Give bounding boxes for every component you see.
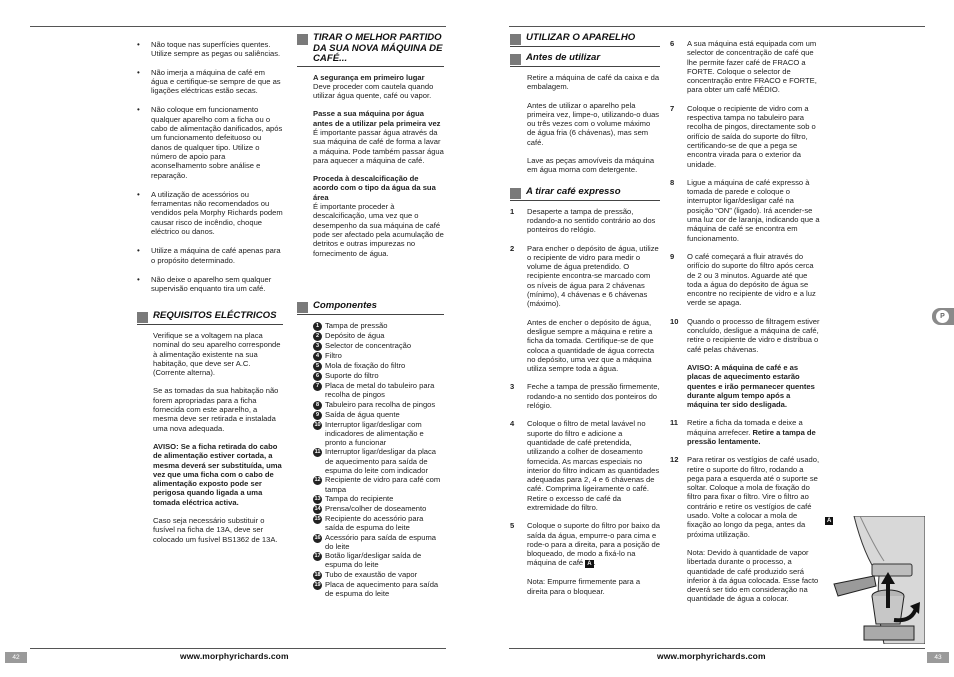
component-label: Mola de fixação do filtro [325,361,406,370]
component-label: Recipiente do acessório para saída de espuma do leite [325,513,424,533]
component-number: 17 [314,553,321,560]
component-number: 13 [314,495,321,502]
component-item [313,420,444,448]
step-item: 1 Desaperte a tampa de pressão, rodando-a no sentido contrário ao dos ponteiros do relógio. [510,206,656,235]
page-number-left: 42 [5,652,27,663]
bullet-item: • Não imerja a máquina de café em água e certifique-se sempre de que as ligações eléctricas estão secas. [137,67,281,96]
step-number: 10 [670,316,679,326]
bottom-rule-left [30,648,446,649]
left-column-1 [137,40,283,303]
component-label: Recipiente de vidro para café com tampa [325,475,441,494]
subheading: Passe a sua máquina por água antes de a utilizar pela primeira vez [313,109,441,128]
step-item: 3 Feche a tampa de pressão firmemente, rodando-a no sentido dos ponteiros do relógio. [510,382,660,411]
component-label: Botão ligar/desligar saída de espuma do leite [325,551,422,570]
component-number: 1 [313,322,322,331]
section-heading: REQUISITOS ELÉCTRICOS [137,311,283,325]
component-number: 2 [313,332,322,341]
heading-square-icon [510,34,521,45]
left-column-2: TIRAR O MELHOR PARTIDO DA SUA NOVA MÁQUINA DE CAFÉ... A segurança em primeiro lugar Deve proceder com cautela quando utilizar água quente, café ou vapor. Passe a sua máquina por água antes de a utilizar pela primeira vez É importante passar água através da sua máquina de café de forma a lavar a máquina. Pode também passar água para aquecer a máquina de café. Proceda à descalcificação de acordo com o tipo da água da sua área É importante proceder à descalcificação, uma vez que o desempenho da sua máquina de café pode ser afectado pela acumulação de detritos e outras impurezas no fornecimento de água. [297,33,444,267]
component-item [313,533,444,552]
component-number: 19 [314,581,321,588]
component-item [313,381,444,400]
component-item [313,321,444,331]
section-heading: Antes de utilizar [510,53,660,67]
step-item: 2 Para encher o depósito de água, utilize o recipiente de vidro para medir o volume de água pretendido. O recipiente encontra-se marcado com os níveis de água para 2 chávenas (mínimo), 4 chávenas e 6 chávenas (máximo). Antes de encher o depósito de água, desligue sempre a máquina e retire a ficha da tomada. Certifique-se de que coloca a quantidade de água correcta no depósito, uma vez que a máquina utiliza sempre toda a água. [510,243,659,374]
component-number: 7 [313,382,322,391]
component-number: 12 [314,477,321,484]
component-label: Placa de metal do tabuleiro para recolha de pingos [325,381,435,400]
component-label: Saída de água quente [325,409,400,419]
component-label: Tampa de pressão [325,321,388,330]
step-item: 9 O café começará a fluir através do orifício do suporte do filtro após cerca de 2 ou 3 minutos. Aguarde até que toda a água do depósito de água se encontre no recipiente de vidro e a luz verde se apaga. [670,251,816,308]
step-number: 1 [510,206,515,216]
step-item: 6 A sua máquina está equipada com um selector de concentração de café que lhe permite fazer café de FRACO a FORTE. Coloque o selector de concentração entre FRACO e FORTE, para obter um café MÉDIO. [670,39,817,95]
component-item [313,475,444,494]
component-label: Tampa do recipiente [325,493,394,503]
bullet-item: • Utilize a máquina de café apenas para o propósito determinado. [137,246,281,265]
heading-square-icon [510,54,521,65]
component-number: 18 [314,571,321,578]
component-label: Interruptor ligar/desligar da placa de aquecimento para saída de espuma do leite com indicador [325,447,437,476]
component-item [313,400,444,410]
components-section [297,301,444,598]
right-column-2 [670,39,820,613]
bullet-item: • A utilização de acessórios ou ferramentas não recomendados ou vendidos pela Morphy Richards podem causar risco de incêndio, choque eléctrico ou danos. [137,189,283,237]
component-number: 11 [314,449,321,456]
figure-ref-label: A [587,561,592,568]
step-item: 10 Quando o processo de filtragem estiver concluído, desligue a máquina de café, retire o recipiente de vidro e distribua o café pelas chávenas. [670,316,820,354]
step-number: 3 [510,382,515,392]
subheading: Proceda à descalcificação de acordo com o tipo da água da sua área [313,174,436,202]
component-number: 16 [314,534,321,541]
figure-a [824,516,925,644]
component-label: Placa de aquecimento para saída de espuma do leite [325,579,439,599]
step-number: 4 [510,419,515,429]
figure-label: A [827,518,832,524]
step-number: 2 [510,243,515,253]
component-label: Suporte do filtro [325,371,379,380]
component-label: Selector de concentração [325,341,412,350]
heading-square-icon [297,34,308,45]
step-item: 11 Retire a ficha da tomada e deixe a máquina arrefecer. Retire a tampa de pressão lentamente. [670,418,816,446]
component-item [313,351,444,361]
bullet-item: • Não toque nas superfícies quentes. Utilize sempre as pegas ou saliências. [137,40,281,59]
component-item [313,494,444,504]
component-item [313,361,444,371]
component-number: 6 [313,372,322,381]
component-label: Prensa/colher de doseamento [325,503,427,513]
component-item [313,447,444,475]
section-heading: TIRAR O MELHOR PARTIDO DA SUA NOVA MÁQUINA DE CAFÉ... [297,33,444,67]
steps-list [510,207,660,596]
component-label: Tabuleiro para recolha de pingos [325,399,436,409]
bullet-item: • Não coloque em funcionamento qualquer aparelho com a ficha ou o cabo de alimentação danificados, após um funcionamento defeituoso ou danos de qualquer tipo. Utilize o número de apoio para aconselhamento sobre análise e reparação. [137,105,283,180]
component-number: 5 [313,362,322,371]
step-number: 6 [670,39,675,48]
heading-square-icon [137,312,148,323]
step-number: 8 [670,177,675,187]
component-item [313,371,444,381]
component-item [313,341,444,351]
step-item: 4 Coloque o filtro de metal lavável no suporte do filtro e adicione a quantidade de café pretendida, utilizando a colher de doseamento fornecida. As marcas especiais no interior do filtro indicam as quantidades adequadas para 2, 4 e 6 chávenas de café. Comprima ligeiramente o café. Retire o excesso de café da extremidade do filtro. [510,419,660,512]
right-column-1: UTILIZAR O APARELHO Antes de utilizar Retire a máquina de café da caixa e da embalagem. Antes de utilizar o aparelho pela primeira vez, limpe-o, utilizando-o duas ou três vezes com o volume máximo de água fria (6 chávenas), mas sem café. Lave as peças amovíveis da máquina em água morna com detergente. A tirar café expresso 1 Desaperte a tampa de pressão, rodando-a no sentido contrário ao dos ponteiros do relógio. 2 Para encher o depósito de água, utilize o recipiente de vidro para medir o volume de água pretendido. O recipiente encontra-se marcado com os níveis de água para 2 chávenas (mínimo), 4 chávenas e 6 chávenas (máximo). Antes de encher o depósito de água, desligue sempre a máquina e retire a ficha da tomada. Certifique-se de que coloca a quantidade de água correcta no depósito, uma vez que a máquina utiliza sempre toda a água. 3 Feche a tampa de pressão firmemente, rodando-a no sentido dos ponteiros do relógio. 4 Coloque o filtro de metal lavável no suporte do filtro e adicione a quantidade de café pretendida, utilizando a colher de doseamento fornecida. As marcas especiais no interior do filtro indicam as quantidades adequadas para 2, 4 e 6 chávenas de café. Comprima ligeiramente o café. Retire o excesso de café da extremidade do filtro. 5 Coloque o suporte do filtro por baixo da saída da água, empurre-o para cima e rode-o para a direita, para a posição de bloqueado, de modo a fixá-lo na máquina de café A . Nota: Empurre firmemente para a direita para o bloquear. [510,32,660,596]
component-item [313,580,444,599]
section-heading: UTILIZAR O APARELHO [510,33,660,47]
electrical-section: REQUISITOS ELÉCTRICOS Verifique se a voltagem na placa nominal do seu aparelho corresponde à alimentação existente na sua habitação, que deve ser A.C. (Corrente alterna). Se as tomadas da sua habitação não forem apropriadas para a ficha fornecida com este aparelho, a mesma deve ser retirada e instalada uma nova adequada. AVISO: Se a ficha retirada do cabo de alimentação estiver cortada, a mesma deverá ser substituída, uma vez que uma ficha com o cabo de alimentação exposto pode ser perigosa quando ligada a uma tomada eléctrica activa. Caso seja necessário substituir o fusível na ficha de 13A, deve ser colocado um fusível BS1362 de 13A. [137,311,283,553]
top-rule-right [509,26,925,27]
component-item [313,331,444,341]
section-heading: Componentes [297,301,444,315]
components-list [297,321,444,598]
step-number: 7 [670,103,675,113]
step-number: 5 [510,521,515,531]
component-number: 15 [314,515,321,522]
brand-logo-right: www.morphyrichards.com [657,651,766,661]
component-item [313,514,444,533]
component-label: Acessório para saída de espuma do leite [325,532,437,551]
component-number: 10 [314,421,321,428]
top-rule-left [30,26,446,27]
language-tab-letter: P [936,310,949,323]
component-item [313,504,444,514]
steps-list [670,39,820,354]
component-item [313,410,444,420]
step-item: 8 Ligue a máquina de café expresso à tomada de parede e coloque o interruptor ligar/desligar café na posição “ON” (ligado). Irá acender-se uma luz cor de laranja, indicando que a máquina de café se encontra em funcionamento. [670,177,820,243]
bottom-rule-right [509,648,925,649]
bullet-item: • Não deixe o aparelho sem qualquer supervisão enquanto tira um café. [137,274,272,294]
heading-square-icon [297,302,308,313]
component-number: 9 [313,411,322,420]
language-tab [932,308,954,325]
coffee-maker-illustration [824,516,925,644]
brand-logo-left: www.morphyrichards.com [180,651,289,661]
subheading: A segurança em primeiro lugar [313,72,425,82]
warning-text: AVISO: A máquina de café e as placas de aquecimento estarão quentes e irão permanecer quentes durante algum tempo após a máquina ter sido desligada. [687,362,815,410]
component-number: 14 [314,505,321,512]
component-label: Depósito de água [325,331,385,340]
component-number: 3 [313,342,322,351]
page-number-right: 43 [927,652,949,663]
component-label: Filtro [325,351,342,360]
component-number: 4 [313,352,322,361]
step-item: 5 Coloque o suporte do filtro por baixo da saída da água, empurre-o para cima e rode-o para a direita, para a posição de bloqueado, de modo a fixá-lo na máquina de café A . Nota: Empurre firmemente para a direita para o bloquear. [510,521,660,596]
component-number: 8 [313,401,322,410]
step-item: 12 Para retirar os vestígios de café usado, retire o suporte do filtro, rodando a pega para a esquerda até o suporte se soltar. Coloque a mola de fixação do filtro para fixar o filtro. Vire o filtro ao contrário e retire os vestígios de café usado. Volte a colocar a mola de fixação ao longo da pega, antes da próxima utilização. Nota: Devido à quantidade de vapor libertada durante o processo, a quantidade de café produzido será inferior à da água colocada. Esse facto deverá ser tido em consideração na quantidade de água a colocar. [670,455,820,604]
component-item [313,551,444,570]
component-label: Interruptor ligar/desligar com indicadores de alimentação e pronto a funcionar [325,419,424,448]
step-item: 7 Coloque o recipiente de vidro com a respectiva tampa no tabuleiro para recolha de pingos, directamente sob o orifício de saída do suporte do filtro, certificando-se de que a pega se encontra virada para o exterior da unidade. [670,103,816,169]
step-number: 9 [670,251,675,261]
component-label: Tubo de exaustão de vapor [325,569,418,579]
component-item [313,570,444,580]
heading-square-icon [510,188,521,199]
warning-text: AVISO: Se a ficha retirada do cabo de alimentação estiver cortada, a mesma deverá ser substituída, uma vez que uma ficha com o cabo de alimentação exposto pode ser perigosa quando ligada a uma tomada eléctrica activa. [153,441,282,507]
section-heading: A tirar café expresso [510,187,660,201]
